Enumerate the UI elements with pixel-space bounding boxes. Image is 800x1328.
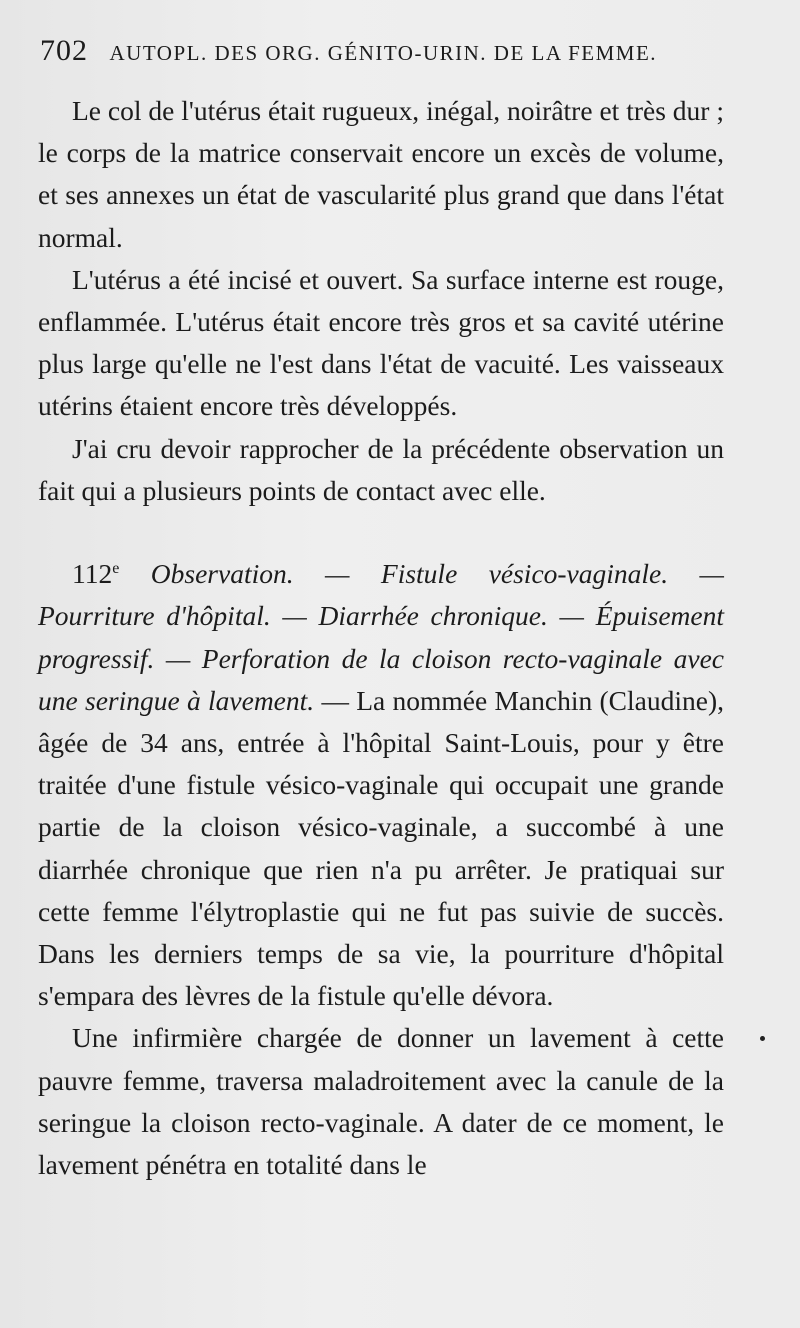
observation-body: — La nommée Manchin (Claudine), âgée de 34 ans, entrée à l'hôpital Saint-Louis, pour y être traitée d'une fistule vésico-vaginale qui occupait une grande partie de la cloison vésico-vaginale, a succombé à une diarrhée chronique que rien n'a pu arrêter. Je pratiquai sur cette femme l'élytroplastie qui ne fut pas suivie de succès. Dans les derniers temps de sa vie, la pourriture d'hôpital s'empara des lèvres de la fistule qu'elle dévora. — [38, 684, 724, 1012]
paragraph-transition: J'ai cru devoir rapprocher de la précédente observation un fait qui a plusieurs points de contact avec elle. — [38, 432, 724, 506]
observation-title: Observation. — Fistule vésico-vaginale. — Pourriture d'hôpital. — Diarrhée chronique. — Épuisement progressif. — Perforation de la cloison recto-vaginale avec une seringue à lavement. — [38, 558, 724, 716]
observation-superscript: e — [112, 560, 120, 578]
running-header — [40, 34, 730, 74]
page-number: 702 — [40, 34, 88, 67]
paragraph-uterus-incision: L'utérus a été incisé et ouvert. Sa surface interne est rouge, enflammée. L'utérus était encore très gros et sa cavité utérine plus large qu'elle ne l'est dans l'état de vacuité. Les vaisseaux utérins étaient encore très développés. — [38, 263, 724, 422]
margin-mark — [760, 1036, 765, 1041]
body-text — [38, 90, 724, 1186]
paragraph-autopsy-findings: Le col de l'utérus était rugueux, inégal, noirâtre et très dur ; le corps de la matrice conservait encore un excès de volume, et ses annexes un état de vascularité plus grand que dans l'état normal. — [38, 95, 724, 253]
paragraph-enema-incident: Une infirmière chargée de donner un lavement à cette pauvre femme, traversa maladroitement avec la canule de la seringue la cloison recto-vaginale. A dater de ce moment, le lavement pénétra en totalité dans le — [38, 1022, 724, 1181]
observation-paragraph — [38, 548, 724, 1017]
observation-number: 112 — [72, 558, 113, 590]
running-title: AUTOPL. DES ORG. GÉNITO-URIN. DE LA FEMME. — [109, 41, 658, 65]
